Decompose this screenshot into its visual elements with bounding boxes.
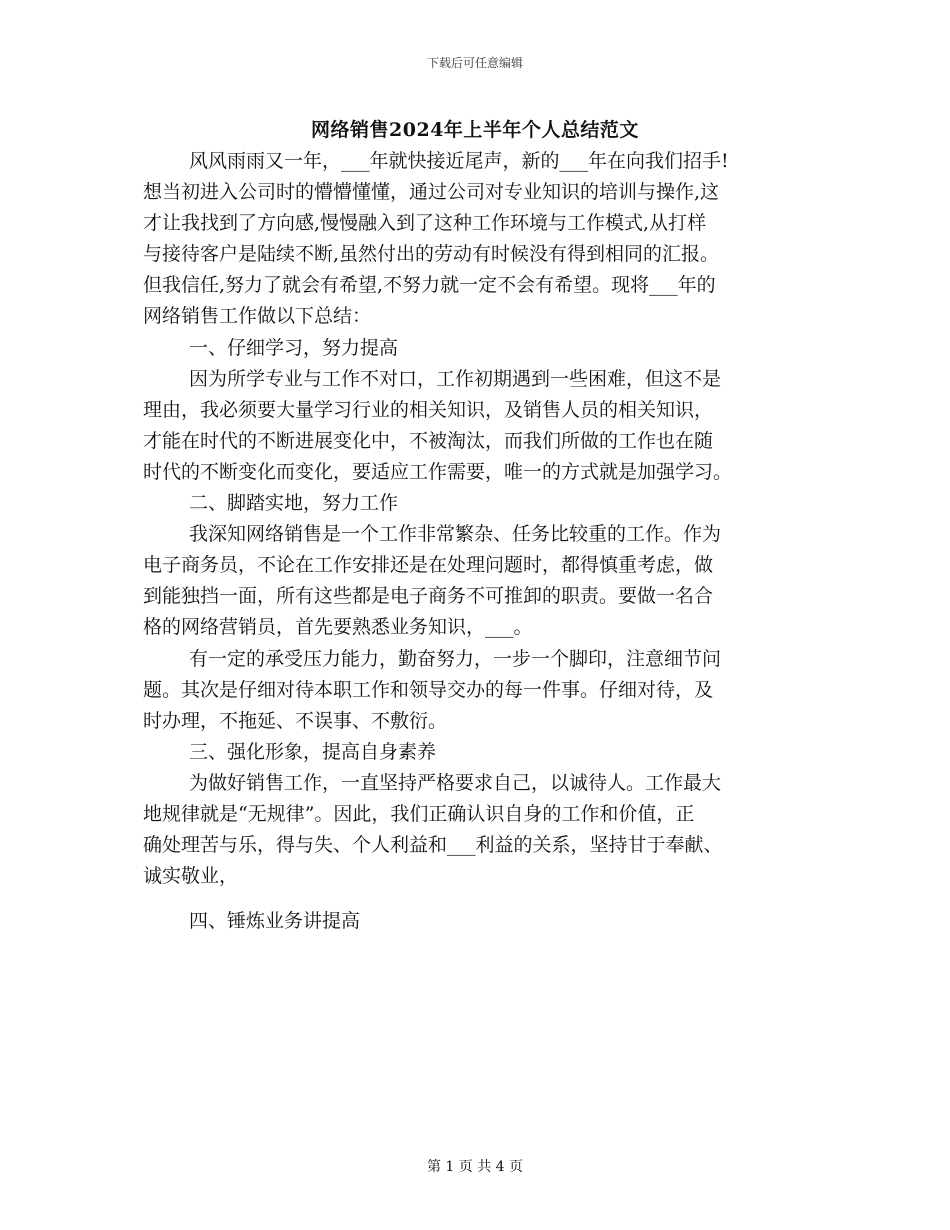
paragraph-line: 网络销售工作做以下总结： xyxy=(143,305,372,328)
paragraph-line: 但我信任,努力了就会有希望,不努力就一定不会有希望。现将___年的 xyxy=(143,274,716,297)
paragraph-line: 理由，我必须要大量学习行业的相关知识，及销售人员的相关知识， xyxy=(143,398,714,421)
paragraph-gap xyxy=(143,892,807,906)
header-note: 下载后可任意编辑 xyxy=(426,56,523,70)
paragraph-line: 到能独挡一面，所有这些都是电子商务不可推卸的职责。要做一名合 xyxy=(143,585,714,608)
paragraph-line: 想当初进入公司时的懵懵懂懂，通过公司对专业知识的培训与操作,这 xyxy=(143,181,720,204)
section-heading: 三、强化形象，提高自身素养 xyxy=(189,740,437,763)
paragraph-line: 与接待客户是陆续不断,虽然付出的劳动有时候没有得到相同的汇报。 xyxy=(143,243,720,266)
document-body xyxy=(143,146,807,937)
paragraph-line: 才让我找到了方向感,慢慢融入到了这种工作环境与工作模式,从打样 xyxy=(143,212,707,235)
paragraph-line: 风风雨雨又一年，___年就快接近尾声，新的___年在向我们招手! xyxy=(189,150,729,172)
paragraph-line: 我深知网络销售是一个工作非常繁杂、任务比较重的工作。作为 xyxy=(189,523,722,546)
section-heading: 四、锤炼业务讲提高 xyxy=(189,910,361,933)
paragraph-line: 电子商务员，不论在工作安排还是在处理问题时，都得慎重考虑，做 xyxy=(143,554,714,577)
paragraph-line: 时代的不断变化而变化，要适应工作需要，唯一的方式就是加强学习。 xyxy=(143,460,733,483)
paragraph-line: 时办理，不拖延、不误事、不敷衍。 xyxy=(143,709,448,732)
paragraph-line: 题。其次是仔细对待本职工作和领导交办的每一件事。仔细对待，及 xyxy=(143,678,714,701)
document-title: 网络销售2024年上半年个人总结范文 xyxy=(311,119,639,141)
page-footer: 第 1 页 共 4 页 xyxy=(426,1159,524,1175)
paragraph-line: 才能在时代的不断进展变化中，不被淘汰，而我们所做的工作也在随 xyxy=(143,429,714,452)
paragraph-line: 诚实敬业， xyxy=(143,865,239,888)
paragraph-line: 地规律就是“无规律”。因此，我们正确认识自身的工作和价值，正 xyxy=(143,802,695,825)
section-heading: 二、脚踏实地，努力工作 xyxy=(189,492,399,515)
paragraph-line: 确处理苦与乐，得与失、个人利益和___利益的关系，坚持甘于奉献、 xyxy=(143,834,723,857)
paragraph-line: 因为所学专业与工作不对口，工作初期遇到一些困难，但这不是 xyxy=(189,367,722,390)
paragraph-line: 为做好销售工作，一直坚持严格要求自己，以诚待人。工作最大 xyxy=(189,771,722,794)
paragraph-line: 有一定的承受压力能力，勤奋努力，一步一个脚印，注意细节问 xyxy=(189,647,722,670)
section-heading: 一、仔细学习，努力提高 xyxy=(189,336,399,359)
paragraph-line: 格的网络营销员，首先要熟悉业务知识，___。 xyxy=(143,616,533,639)
